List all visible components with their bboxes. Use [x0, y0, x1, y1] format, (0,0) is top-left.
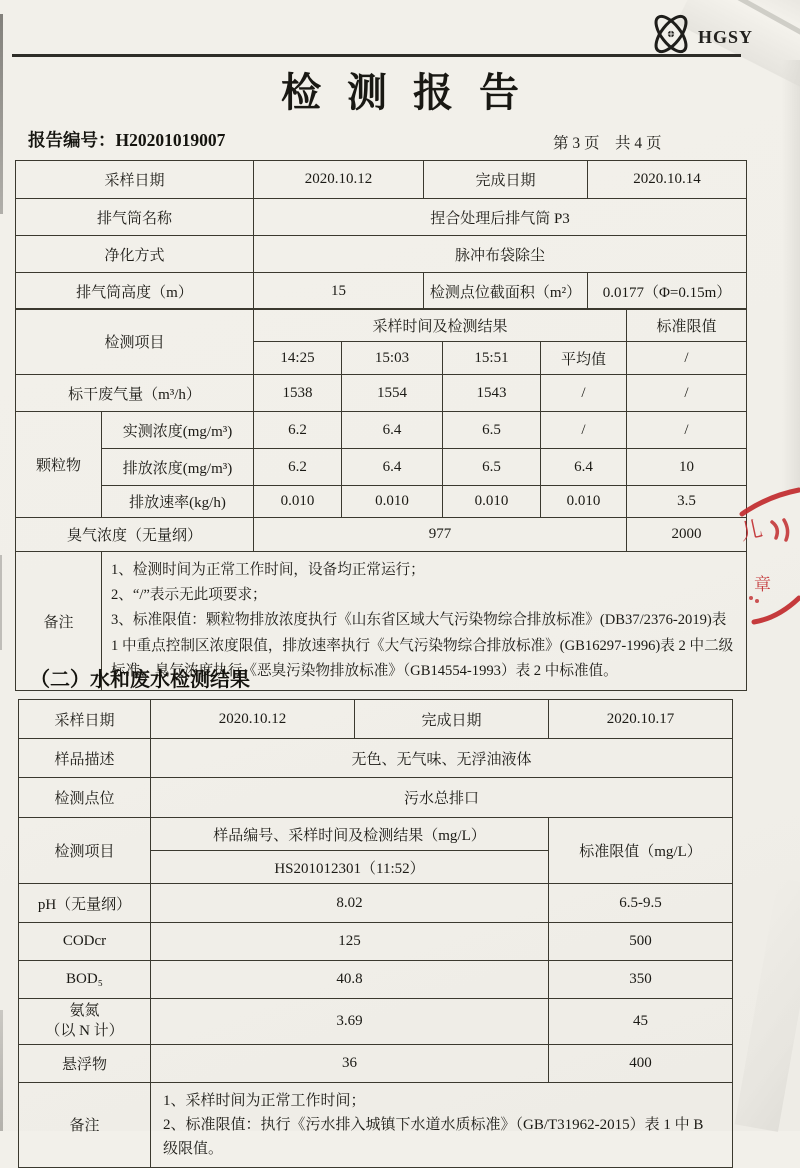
cell-bod-label: BOD₅: [19, 961, 151, 999]
cell-flow-label: 标干废气量（m³/h）: [16, 375, 254, 412]
cell-ss-limit: 400: [549, 1044, 733, 1082]
cell-sample-desc-label: 样品描述: [19, 739, 151, 778]
red-seal-strokes-icon: [738, 470, 800, 645]
cell-ph-value: 8.02: [151, 884, 549, 923]
scan-shadow-right: [782, 60, 800, 490]
cell-emission-limit: 10: [627, 449, 747, 486]
table-row: [19, 778, 733, 818]
w-remark-line-1: 1、采样时间为正常工作时间；: [163, 1092, 366, 1109]
cell-rate-2: 0.010: [342, 486, 443, 518]
w-remark-line-2: 2、标准限值：执行《污水排入城镇下水道水质标准》（GB/T31962-2015）表 1 中 B 级限值。: [163, 1116, 704, 1157]
table-row: [16, 199, 747, 236]
table-row: [19, 999, 733, 1045]
logo-text: HGSY: [698, 27, 754, 47]
red-seal-fragment: [738, 470, 800, 645]
cell-purification: 脉冲布袋除尘: [254, 236, 747, 273]
section-heading-water: （二）水和废水检测结果: [30, 669, 250, 691]
table-row: [19, 818, 733, 851]
remark-line-1: 1、检测时间为正常工作时间，设备均正常运行；: [111, 562, 425, 578]
cell-ss-label: 悬浮物: [19, 1044, 151, 1082]
cell-ammonia-label: [19, 999, 151, 1045]
cell-stack-height: 15: [254, 273, 424, 310]
cell-flow-2: 1554: [342, 375, 443, 412]
cell-ss-value: 36: [151, 1044, 549, 1082]
cell-stack-height-label: 排气筒高度（m）: [16, 273, 254, 310]
table-row: [16, 518, 747, 552]
header-sampling-results: 采样时间及检测结果: [254, 309, 627, 342]
cell-complete-date-label: 完成日期: [424, 161, 588, 199]
table-row: [19, 1044, 733, 1082]
air-results-section: [15, 160, 747, 691]
air-info-table: [15, 160, 747, 310]
cell-emission-conc-label: 排放浓度(mg/m³): [102, 449, 254, 486]
seal-character-2: 章: [754, 575, 771, 594]
ammonia-label-line1: 氨氮: [69, 1003, 100, 1019]
table-row: [16, 161, 747, 199]
header-test-item: 检测项目: [16, 309, 254, 375]
header-limit-placeholder: /: [627, 342, 747, 375]
cell-flow-3: 1543: [443, 375, 541, 412]
cell-measured-avg: /: [541, 412, 627, 449]
cell-flow-1: 1538: [254, 375, 342, 412]
cell-emission-2: 6.4: [342, 449, 443, 486]
ammonia-label-line2: （以 N 计）: [45, 1023, 124, 1040]
cell-stack-name-label: 排气筒名称: [16, 199, 254, 236]
report-number-value: H20201019007: [115, 130, 226, 150]
hgsy-atom-logo-icon: [644, 12, 698, 56]
cell-flow-avg: /: [541, 375, 627, 412]
remark-line-3: 3、标准限值：颗粒物排放浓度执行《山东省区域大气污染物综合排放标准》(DB37/2376-2019)表 1 中重点控制区浓度限值，排放速率执行《大气污染物综合排放标准》(GB16297-1996)表 2 中二级标准，臭气浓度执行《恶臭污染物排放标准》（GB14554-1993）表 2 中标准值。: [111, 612, 734, 679]
cell-ammonia-value: 3.69: [151, 999, 549, 1045]
scan-edge-left-bottom: [0, 1010, 3, 1131]
table-row: [19, 700, 733, 739]
cell-emission-avg: 6.4: [541, 449, 627, 486]
cell-measured-1: 6.2: [254, 412, 342, 449]
scan-edge-left-mid: [0, 555, 2, 650]
table-row: [19, 884, 733, 923]
table-row: [16, 375, 747, 412]
header-w-standard-limit: 标准限值（mg/L）: [549, 818, 733, 884]
cell-rate-1: 0.010: [254, 486, 342, 518]
cell-point: 污水总排口: [151, 778, 733, 818]
header-standard-limit: 标准限值: [627, 309, 747, 342]
cell-complete-date: 2020.10.14: [588, 161, 747, 199]
cell-rate-limit: 3.5: [627, 486, 747, 518]
cell-measured-conc-label: 实测浓度(mg/m³): [102, 412, 254, 449]
header-time-1: 14:25: [254, 342, 342, 375]
cell-purification-label: 净化方式: [16, 236, 254, 273]
cell-rate-3: 0.010: [443, 486, 541, 518]
cell-w-complete-date-label: 完成日期: [355, 700, 549, 739]
header-time-2: 15:03: [342, 342, 443, 375]
cell-measured-limit: /: [627, 412, 747, 449]
cell-w-remark-label: 备注: [19, 1082, 151, 1167]
scan-shadow-right-bottom: [735, 878, 800, 1132]
cell-cod-limit: 500: [549, 923, 733, 961]
cell-ph-limit: 6.5-9.5: [549, 884, 733, 923]
cell-section-area: 0.0177（Φ=0.15m）: [588, 273, 747, 310]
cell-rate-label: 排放速率(kg/h): [102, 486, 254, 518]
cell-odor-value: 977: [254, 518, 627, 552]
cell-stack-name: 捏合处理后排气筒 P3: [254, 199, 747, 236]
table-row: [16, 309, 747, 342]
header-sample-id: HS201012301（11:52）: [151, 851, 549, 884]
cell-emission-3: 6.5: [443, 449, 541, 486]
water-results-section: [18, 699, 733, 1168]
header-w-test-item: 检测项目: [19, 818, 151, 884]
table-row: [19, 961, 733, 999]
table-row: [16, 236, 747, 273]
cell-sampling-date-label: 采样日期: [16, 161, 254, 199]
cell-section-area-label: 检测点位截面积（m²）: [424, 273, 588, 310]
table-row: [16, 486, 747, 518]
cell-particulate-label: 颗粒物: [16, 412, 102, 518]
header-time-3: 15:51: [443, 342, 541, 375]
cell-sampling-date: 2020.10.12: [254, 161, 424, 199]
header-average: 平均值: [541, 342, 627, 375]
table-row: [16, 273, 747, 310]
page-number-info: 第 3 页 共 4 页: [553, 135, 662, 152]
cell-bod-limit: 350: [549, 961, 733, 999]
cell-w-complete-date: 2020.10.17: [549, 700, 733, 739]
cell-emission-1: 6.2: [254, 449, 342, 486]
cell-remark-label: 备注: [16, 552, 102, 691]
cell-cod-label: CODcr: [19, 923, 151, 961]
cell-bod-value: 40.8: [151, 961, 549, 999]
cell-cod-value: 125: [151, 923, 549, 961]
table-row: [19, 739, 733, 778]
table-row: [19, 1082, 733, 1167]
remark-line-2: 2、“/”表示无此项要求；: [111, 587, 267, 604]
cell-odor-limit: 2000: [627, 518, 747, 552]
air-data-table: [15, 308, 747, 691]
cell-point-label: 检测点位: [19, 778, 151, 818]
seal-character-1: 儿: [738, 515, 765, 545]
cell-flow-limit: /: [627, 375, 747, 412]
header-w-results: 样品编号、采样时间及检测结果（mg/L）: [151, 818, 549, 851]
cell-w-sampling-date-label: 采样日期: [19, 700, 151, 739]
water-data-table: [18, 699, 733, 1168]
report-number-line: [28, 127, 225, 152]
cell-ammonia-limit: 45: [549, 999, 733, 1045]
table-row: [16, 412, 747, 449]
cell-odor-label: 臭气浓度（无量纲）: [16, 518, 254, 552]
cell-w-sampling-date: 2020.10.12: [151, 700, 355, 739]
cell-rate-avg: 0.010: [541, 486, 627, 518]
cell-ph-label: pH（无量纲）: [19, 884, 151, 923]
table-row: [19, 923, 733, 961]
cell-measured-3: 6.5: [443, 412, 541, 449]
cell-sample-desc: 无色、无气味、无浮油液体: [151, 739, 733, 778]
header-rule: [12, 54, 741, 57]
document-title: 检测报告: [281, 70, 545, 115]
report-number-label: 报告编号：: [28, 130, 116, 150]
table-row: [16, 449, 747, 486]
cell-measured-2: 6.4: [342, 412, 443, 449]
cell-w-remarks: [151, 1082, 733, 1167]
